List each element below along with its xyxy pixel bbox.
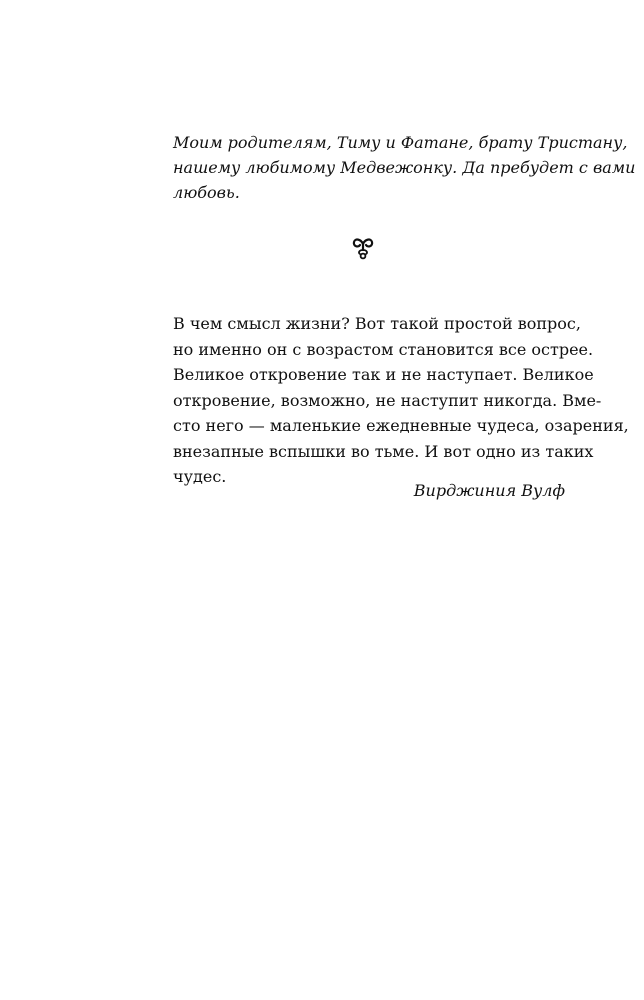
dedication-line: любовь. (173, 183, 240, 202)
epigraph-line: внезапные вспышки во тьме. И вот одно из таких (173, 441, 594, 461)
epigraph (173, 311, 629, 490)
epigraph-line: В чем смысл жизни? Вот такой простой вопрос, (173, 314, 581, 333)
epigraph-line: чудес. (173, 467, 227, 486)
epigraph-line: откровение, возможно, не наступит никогда. Вме- (173, 390, 602, 410)
dedication (173, 130, 636, 205)
epigraph-line: Великое откровение так и не наступает. Великое (173, 365, 594, 384)
dedication-line: нашему любимому Медвежонку. Да пребудет с вами (173, 158, 636, 177)
fleuron-ornament-icon (352, 237, 374, 261)
dedication-line: Моим родителям, Тиму и Фатане, брату Тристану, (173, 133, 628, 152)
epigraph-line: но именно он с возрастом становится все острее. (173, 339, 594, 359)
epigraph-attribution: Вирджиния Вулф (413, 481, 565, 500)
epigraph-line: сто него — маленькие ежедневные чудеса, озарения, (173, 416, 629, 435)
